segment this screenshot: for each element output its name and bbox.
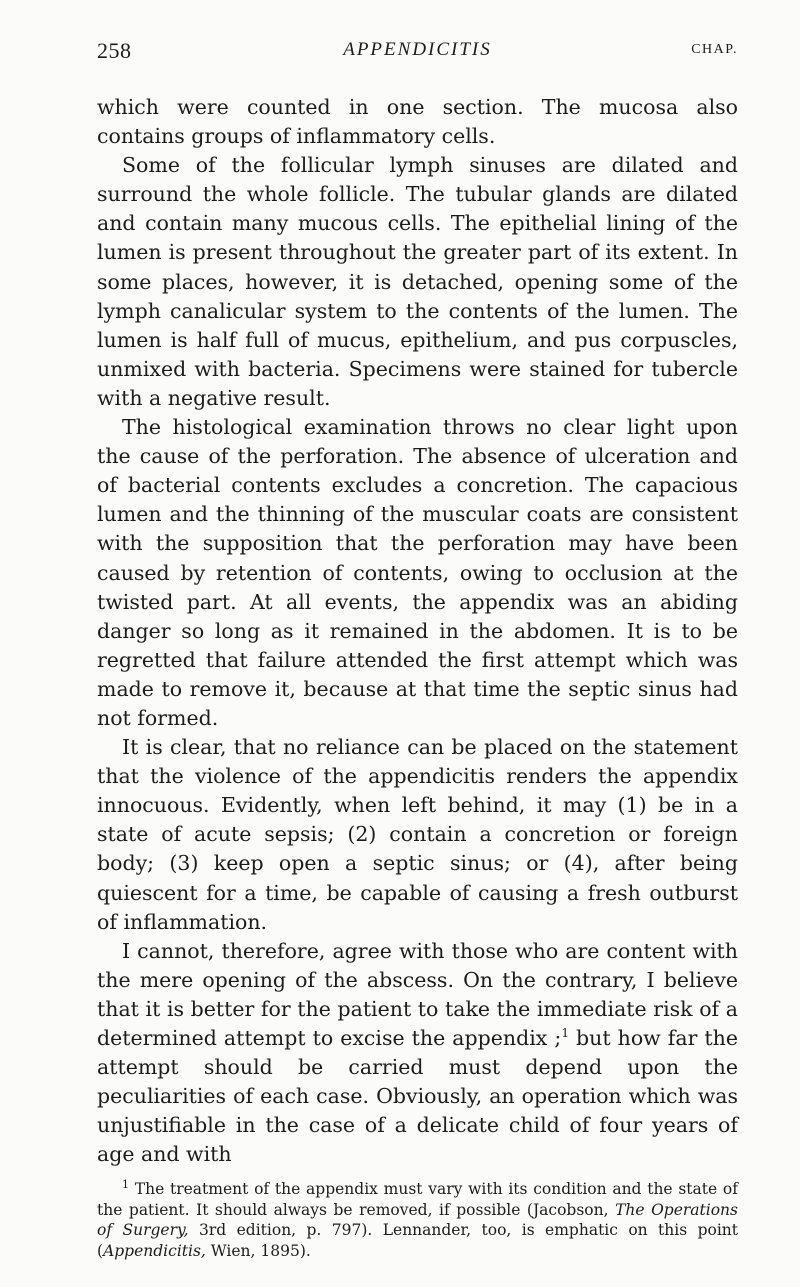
paragraph-5 <box>97 937 738 1170</box>
footnote-text-3: Wien, 1895). <box>205 1241 311 1260</box>
paragraph-1: which were counted in one section. The mucosa also contains groups of inflammatory cells. <box>97 95 738 149</box>
body-text <box>97 93 738 1169</box>
footnote <box>97 1179 738 1261</box>
running-title: APPENDICITIS <box>343 39 492 60</box>
footnote-text-2: 3rd edition, p. 797). Lennander, too, is emphatic on this point ( <box>97 1221 739 1260</box>
footnote-marker: 1 <box>122 1178 129 1192</box>
paragraph-2: Some of the follicular lymph sinuses are dilated and surround the whole follicle. The tubular glands are dilated and contain many mucous cells. The epithelial lining of the lumen is present throughout the greater part of its extent. In some places, however, it is detached, opening some of the lymph canalicular system to the contents of the lumen. The lumen is half full of mucus, epithelium, and pus corpuscles, unmixed with bacteria. Specimens were stained for tubercle with a negative result. <box>97 153 738 410</box>
footnote-text-1: The treatment of the appendix must vary with its condition and the state of the patient. It should always be removed, if possible (Jacobson, <box>97 1180 738 1219</box>
paragraph-5-text-after: but how far the attempt should be carried must depend upon the peculiarities of each case. Obviously, an operation which was unjustifiable in the case of a delicate child of four years of age and with <box>97 1026 738 1167</box>
book-page <box>97 38 738 1261</box>
footnote-italic-1: The Operations of Surgery, <box>97 1200 738 1240</box>
page-number: 258 <box>97 38 132 63</box>
footnote-italic-2: Appendicitis, <box>103 1241 206 1260</box>
paragraph-5-text-before: I cannot, therefore, agree with those who are content with the mere opening of the abscess. On the contrary, I believe that it is better for the patient to take the immediate risk of a determined attempt to excise the appendix ; <box>97 938 738 1050</box>
page-header <box>97 38 738 68</box>
footnote-reference: 1 <box>561 1026 569 1040</box>
paragraph-3: The histological examination throws no clear light upon the cause of the perforation. The absence of ulceration and of bacterial contents excludes a concretion. The capacious lumen and the thinning of the muscular coats are consistent with the supposition that the perforation may have been caused by retention of contents, owing to occlusion at the twisted part. At all events, the appendix was an abiding danger so long as it remained in the abdomen. It is to be regretted that failure attended the first attempt which was made to remove it, because at that time the septic sinus had not formed. <box>97 415 738 730</box>
paragraph-4: It is clear, that no reliance can be placed on the statement that the violence of the appendicitis renders the appendix innocuous. Evidently, when left behind, it may (1) be in a state of acute sepsis; (2) contain a concretion or foreign body; (3) keep open a septic sinus; or (4), after being quiescent for a time, be capable of causing a fresh outburst of inflammation. <box>97 735 738 934</box>
chapter-abbrev: CHAP. <box>691 42 738 57</box>
